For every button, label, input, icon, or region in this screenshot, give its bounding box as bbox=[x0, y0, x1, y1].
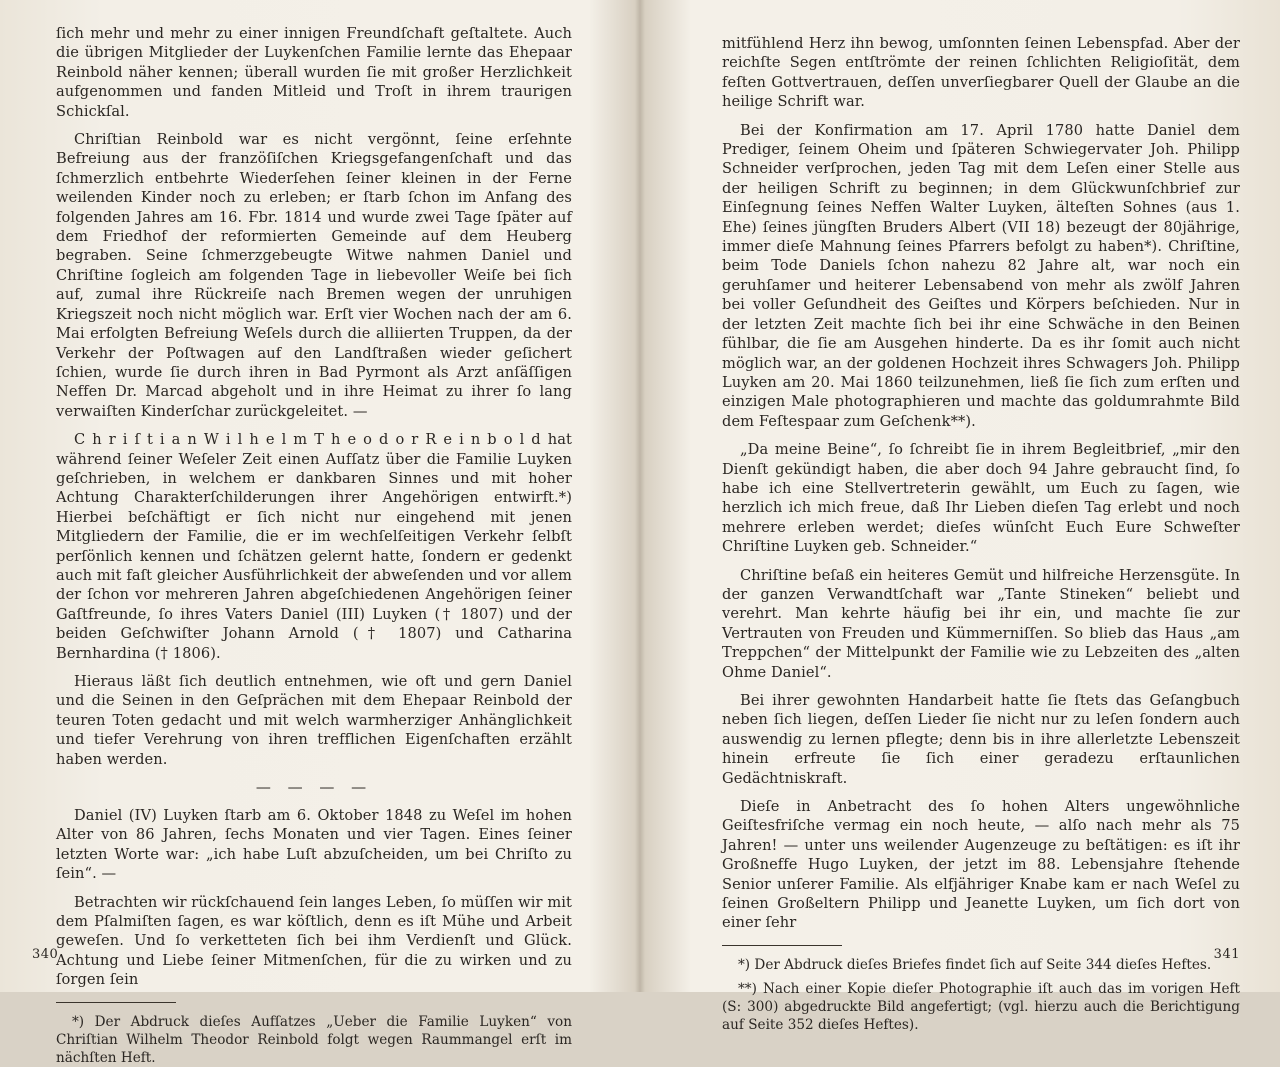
paragraph: „Da meine Beine“, ſo ſchreibt ſie in ihrem Begleitbrief, „mir den Dienſt gekündigt haben, die aber doch 94 Jahre gebraucht ſind, ſo habe ich eine Stellvertreterin gewählt, um Euch zu ſagen, wie herzlich ich mich freue, daß Ihr Lieben dieſen Tag erlebt und noch mehrere erleben werdet; dieſes wünſcht Euch Eure Schweſter Chriſtine Luyken geb. Schneider.“ bbox=[722, 441, 1240, 556]
footnote-rule bbox=[56, 1002, 176, 1003]
footnote-rule bbox=[722, 945, 842, 946]
paragraph: Chriſtian Reinbold war es nicht vergönnt, ſeine erſehnte Befreiung aus der franzöſiſchen Kriegsgefangenſchaft und das ſchmerzlich entbehrte Wiederſehen ſeiner kleinen in der Ferne weilenden Kinder noch zu erleben; er ſtarb ſchon im Anfang des folgenden Jahres am 16. Fbr. 1814 und wurde zwei Tage ſpäter auf dem Friedhof der reformierten Gemeinde auf dem Heuberg begraben. Seine ſchmerzgebeugte Witwe nahmen Daniel und Chriſtine ſogleich am folgenden Tage in liebevoller Weiſe bei ſich auf, zumal ihre Rückreiſe nach Bremen wegen der unruhigen Kriegszeit noch nicht möglich war. Erſt vier Wochen nach der am 6. Mai erfolgten Befreiung Weſels durch die alliierten Truppen, da der Verkehr der Poſtwagen auf den Landſtraßen wieder geſichert ſchien, wurde ſie durch ihren in Bad Pyrmont als Arzt anſäſſigen Neffen Dr. Marcad abgeholt und in ihre Heimat zu ihrer ſo lang verwaiſten Kinderſchar zurückgeleitet. — bbox=[56, 131, 572, 420]
paragraph: mitfühlend Herz ihn bewog, umſonnten ſeinen Lebenspfad. Aber der reichſte Segen entſtrömte der reinen ſchlichten Religioſität, dem feſten Gottvertrauen, deſſen unverſiegbarer Quell der Glaube an die heilige Schrift war. bbox=[722, 35, 1240, 111]
paragraph: Betrachten wir rückſchauend ſein langes Leben, ſo müſſen wir mit dem Pſalmiſten ſagen, es war köſtlich, denn es iſt Mühe und Arbeit geweſen. Und ſo verketteten ſich bei ihm Verdienſt und Glück. Achtung und Liebe ſeiner Mitmenſchen, für die zu wirken und zu ſorgen ſein bbox=[56, 893, 572, 989]
paragraph: Daniel (IV) Luyken ſtarb am 6. Oktober 1848 zu Weſel im hohen Alter von 86 Jahren, ſechs Monaten und vier Tagen. Eines ſeiner letzten Worte war: „ich habe Luſt abzuſcheiden, um bei Chriſto zu ſein“. — bbox=[56, 807, 572, 883]
page-number: 341 bbox=[1213, 947, 1240, 962]
paragraph: ſich mehr und mehr zu einer innigen Freundſchaft geſtaltete. Auch die übrigen Mitglieder der Luykenſchen Familie lernte das Ehepaar Reinbold näher kennen; überall wurden ſie mit großer Herzlichkeit aufgenommen und fanden Mitleid und Troſt in ihrem traurigen Schickſal. bbox=[56, 25, 572, 120]
paragraph: Bei der Konfirmation am 17. April 1780 hatte Daniel dem Prediger, ſeinem Oheim und ſpäteren Schwiegervater Joh. Philipp Schneider verſprochen, jeden Tag mit dem Leſen einer Stelle aus der heiligen Schrift zu beginnen; in dem Glückwunſchbrief zur Einſegnung ſeines Neffen Walter Luyken, älteſten Sohnes (aus 1. Ehe) ſeines jüngſten Bruders Albert (VII 18) bezeugt der 80jährige, immer dieſe Mahnung ſeines Pfarrers befolgt zu haben*). Chriſtine, beim Tode Daniels ſchon nahezu 82 Jahre alt, war noch ein geruhſamer und heiterer Lebensabend von mehr als zwölf Jahren bei voller Geſundheit des Geiſtes und Körpers beſchieden. Nur in der letzten Zeit machte ſich bei ihr eine Schwäche in den Beinen fühlbar, die ſie am Ausgehen hinderte. Da es ihr ſomit auch nicht möglich war, an der goldenen Hochzeit ihres Schwagers Joh. Philipp Luyken am 20. Mai 1860 teilzunehmen, ließ ſie ſich zum erſten und einzigen Male photographieren und machte das goldumrahmte Bild dem Feſtespaar zum Geſchenk**). bbox=[722, 121, 1240, 430]
section-separator: — — — — bbox=[255, 778, 373, 797]
page-number: 340 bbox=[32, 947, 59, 962]
paragraph: Dieſe in Anbetracht des ſo hohen Alters ungewöhnliche Geiſtesfriſche vermag ein noch heute, — alſo nach mehr als 75 Jahren! — unter uns weilender Augenzeuge zu beſtätigen: es iſt ihr Großneffe Hugo Luyken, der jetzt im 88. Lebensjahre ſtehende Senior unſerer Familie. Als elfjähriger Knabe kam er nach Weſel zu ſeinen Großeltern Philipp und Jeanette Luyken, um ſich dort von einer ſehr bbox=[722, 798, 1240, 932]
paragraph: C h r i ſ t i a n W i l h e l m T h e o d o r R e i n b o l d hat während ſeiner Weſeler Zeit einen Aufſatz über die Familie Luyken geſchrieben, in welchem er dankbaren Sinnes und mit hoher Achtung Charakterſchilderungen ihrer Angehörigen entwirft.*) Hierbei beſchäftigt er ſich nicht nur eingehend mit jenen Mitgliedern der Familie, die er im wechſelſeitigen Verkehr ſelbſt perſönlich kennen und ſchätzen gelernt hatte, ſondern er gedenkt auch mit faſt gleicher Ausführlichkeit der abweſenden und vor allem der ſchon vor mehreren Jahren abgeſchiedenen Angehörigen ſeiner Gaſtfreunde, ſo ihres Vaters Daniel (III) Luyken († 1807) und der beiden Geſchwiſter Johann Arnold († 1807) und Catharina Bernhardina († 1806). bbox=[56, 431, 572, 662]
right-page-text bbox=[722, 34, 1240, 933]
footnote: *) Der Abdruck dieſes Aufſatzes „Ueber die Familie Luyken“ von Chriſtian Wilhelm Theodor Reinbold folgt wegen Raummangel erſt im nächſten Heft. bbox=[56, 1013, 572, 1067]
left-page-text bbox=[56, 24, 572, 990]
paragraph: Chriſtine beſaß ein heiteres Gemüt und hilfreiche Herzensgüte. In der ganzen Verwandtſchaft war „Tante Stineken“ beliebt und verehrt. Man kehrte häufig bei ihr ein, und machte ſie zur Vertrauten von Freuden und Kümmerniſſen. So blieb das Haus „am Treppchen“ der Mittelpunkt der Familie wie zu Lebzeiten des „alten Ohme Daniel“. bbox=[722, 566, 1240, 681]
right-page bbox=[640, 0, 1280, 1034]
footnote: **) Nach einer Kopie dieſer Photographie iſt auch das im vorigen Heft (S: 300) abgedruckte Bild angefertigt; (vgl. hierzu auch die Berichtigung auf Seite 352 dieſes Heftes). bbox=[722, 981, 1240, 1034]
footnote: *) Der Abdruck dieſes Briefes findet ſich auf Seite 344 dieſes Heftes. bbox=[738, 956, 1212, 973]
right-footnotes bbox=[722, 956, 1240, 1035]
left-footnotes bbox=[56, 1013, 572, 1067]
paragraph: Bei ihrer gewohnten Handarbeit hatte ſie ſtets das Geſangbuch neben ſich liegen, deſſen Lieder ſie nicht nur zu leſen ſondern auch auswendig zu lernen pflegte; denn bis in ihre allerletzte Lebenszeit hinein erfreute ſie ſich einer geradezu erſtaunlichen Gedächtniskraft. bbox=[722, 692, 1240, 787]
paragraph: Hieraus läßt ſich deutlich entnehmen, wie oft und gern Daniel und die Seinen in den Geſprächen mit dem Ehepaar Reinbold der teuren Toten gedacht und mit welch warmherziger Anhänglichkeit und tiefer Verehrung von ihren trefflichen Eigenſchaften erzählt haben werden. bbox=[56, 673, 572, 768]
